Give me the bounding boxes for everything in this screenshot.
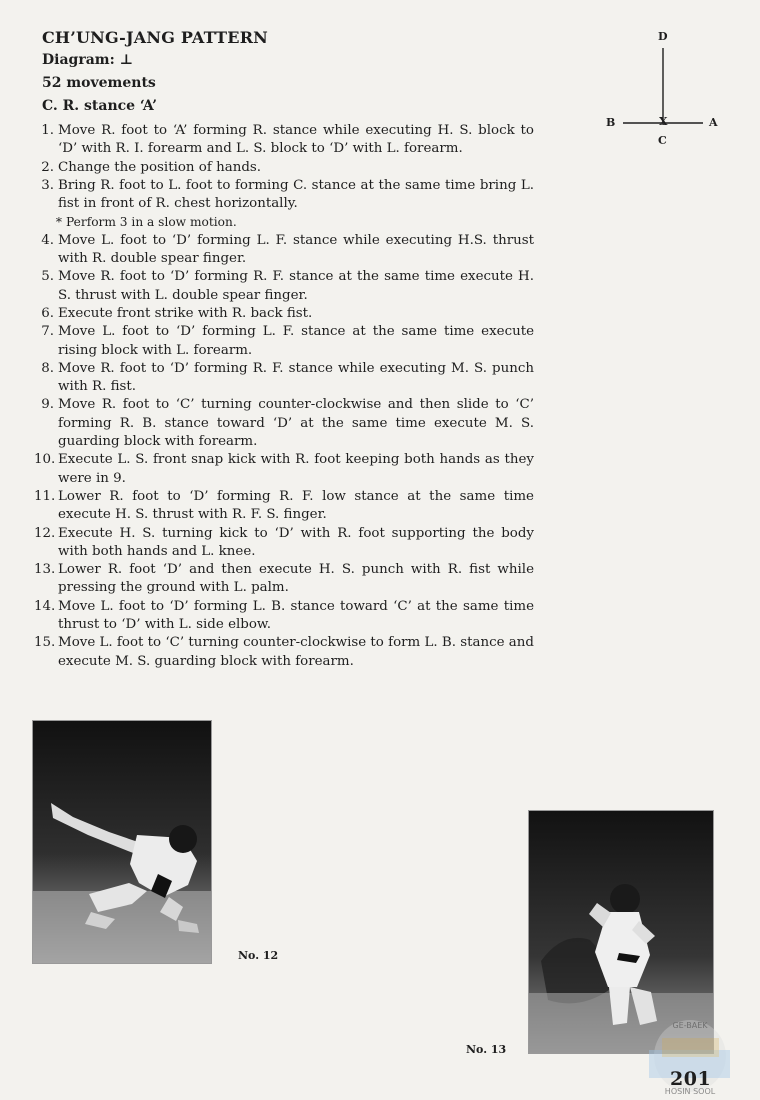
- movement-text: Move L. foot to ‘D’ forming L. F. stance while executing H.S. thrust with R. double spear finger.: [58, 232, 534, 267]
- movement-text: Move L. foot to ‘D’ forming L. B. stance toward ‘C’ at the same time thrust to ‘D’ with L. side elbow.: [58, 598, 534, 633]
- movement-number: 1.: [41, 123, 54, 138]
- movement-number: 14.: [34, 598, 56, 614]
- starting-stance: C. R. stance ‘A’: [42, 98, 157, 114]
- movement-item: [34, 232, 534, 269]
- watermark-top-text: GE-BAEK: [672, 1021, 708, 1030]
- movement-text: Lower R. foot ‘D’ and then execute H. S. punch with R. fist while pressing the ground with L. palm.: [58, 562, 534, 596]
- diagram-label-a: A: [709, 116, 718, 129]
- page-title: CH’UNG-JANG PATTERN: [42, 28, 269, 47]
- movement-photo-12: [32, 720, 212, 964]
- movement-item: [34, 525, 534, 562]
- movement-text: Execute H. S. turning kick to ‘D’ with R. foot supporting the body with both hands and L. knee.: [58, 525, 534, 559]
- movement-text: Move R. foot to ‘D’ forming R. F. stance at the same time execute H. S. thrust with L. double spear finger.: [58, 269, 534, 303]
- diagram-label-c: C: [658, 134, 667, 147]
- movement-item: [34, 159, 534, 177]
- movement-item: [34, 268, 534, 305]
- movement-text: Move L. foot to ‘C’ turning counter-clockwise to form L. B. stance and execute M. S. guarding block with forearm.: [58, 635, 534, 669]
- movement-text: Bring R. foot to L. foot to forming C. stance at the same time bring L. fist in front of R. chest horizontally.: [58, 177, 534, 212]
- movement-item: [34, 598, 534, 635]
- movement-item: [34, 634, 534, 671]
- photo-caption-13: No. 13: [466, 1043, 507, 1056]
- page-number: 201: [670, 1068, 712, 1090]
- movement-item: [34, 396, 534, 451]
- movement-number: 8.: [41, 360, 54, 376]
- movement-text: Execute front strike with R. back fist.: [58, 305, 313, 321]
- movement-number: 13.: [34, 562, 56, 578]
- movement-text: Lower R. foot to ‘D’ forming R. F. low stance at the same time execute H. S. thrust with R. F. S. finger.: [58, 488, 534, 523]
- movement-number: 6.: [41, 305, 54, 321]
- diagram-label-center: X: [659, 115, 668, 128]
- movement-item: [34, 323, 534, 360]
- watermark-bottom-text: HOSIN SOOL: [664, 1087, 716, 1096]
- movement-text: Move L. foot to ‘D’ forming L. F. stance at the same time execute rising block with L. forearm.: [58, 324, 534, 358]
- movement-item: [34, 488, 534, 525]
- movement-number: 4.: [41, 232, 54, 248]
- movement-number: 12.: [34, 525, 56, 541]
- note-marker: *: [55, 215, 62, 230]
- movement-number: 11.: [34, 488, 56, 504]
- movement-number: 9.: [41, 397, 54, 413]
- photo-caption-12: No. 12: [238, 949, 279, 962]
- movement-number: 3.: [41, 177, 54, 193]
- movement-number: 10.: [34, 452, 56, 468]
- diagram-label-b: B: [606, 116, 616, 129]
- movement-item: [34, 451, 534, 488]
- movement-item: [34, 305, 534, 323]
- diagram-label: Diagram: ⊥: [42, 52, 134, 68]
- movement-number: 2.: [41, 159, 54, 175]
- movement-text: Change the position of hands.: [58, 159, 262, 175]
- movement-photo-12-image: [33, 721, 211, 963]
- movement-number: 5.: [41, 269, 54, 285]
- movement-text: Move R. foot to ‘C’ turning counter-clockwise and then slide to ‘C’ forming R. B. stance toward ‘D’ at the same time execute M. S. guarding block with forearm.: [58, 397, 534, 450]
- movement-text: Execute L. S. front snap kick with R. foot keeping both hands as they were in 9.: [58, 452, 534, 486]
- movements-list: [34, 122, 534, 671]
- movement-note: [42, 213, 534, 231]
- movement-item: [34, 360, 534, 397]
- diagram-label-d: D: [658, 30, 668, 43]
- movement-number: 15.: [34, 635, 56, 651]
- movement-item: [34, 561, 534, 598]
- movements-count: 52 movements: [42, 75, 156, 91]
- note-text: Perform 3 in a slow motion.: [66, 215, 237, 230]
- movement-text: Move R. foot to ‘D’ forming R. F. stance while executing M. S. punch with R. fist.: [58, 360, 534, 395]
- movement-item: [34, 177, 534, 214]
- movement-item: [34, 122, 534, 159]
- movement-number: 7.: [41, 324, 54, 340]
- movement-text: Move R. foot to ‘A’ forming R. stance while executing H. S. block to ‘D’ with R. I. forearm and L. S. block to ‘D’ with L. forearm.: [58, 123, 534, 157]
- direction-diagram: [600, 30, 730, 155]
